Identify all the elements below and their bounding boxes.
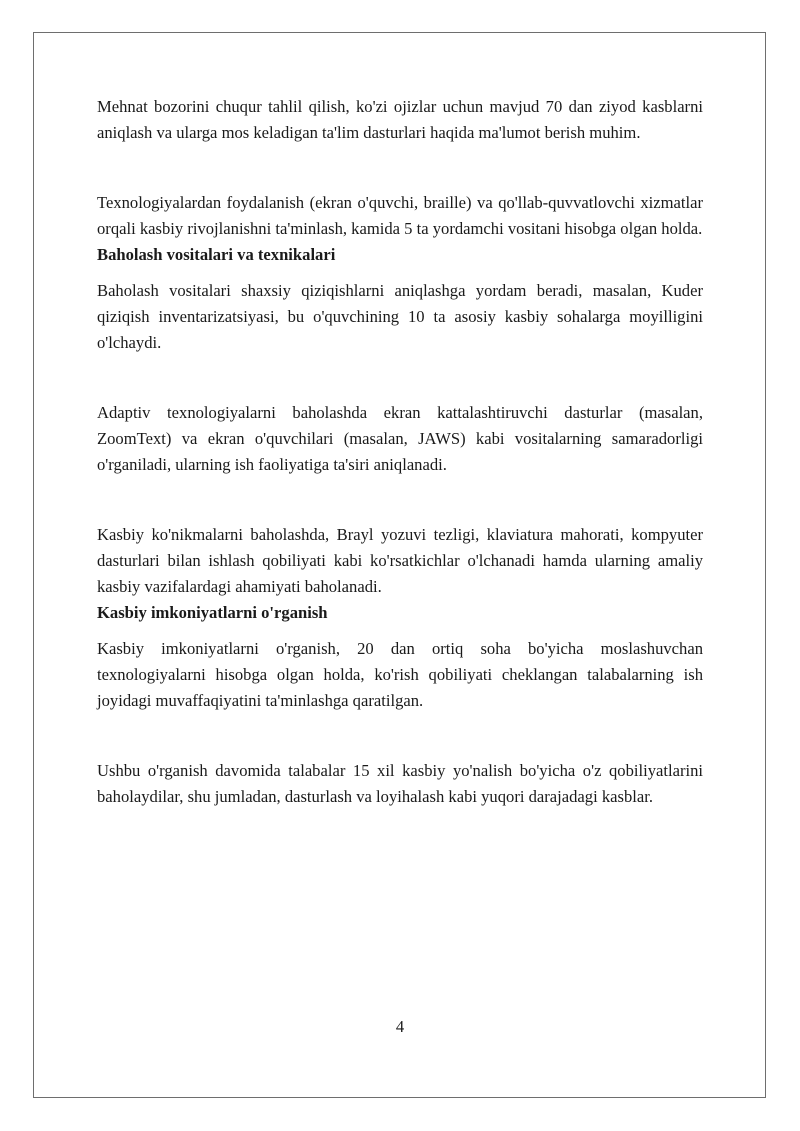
- page-number: 4: [395, 1017, 405, 1036]
- document-body: [97, 94, 703, 810]
- section-heading-assessment: Baholash vositalari va texnikalari: [97, 245, 336, 264]
- paragraph-adaptive-tech: Adaptiv texnologiyalarni baholashda ekran kattalashtiruvchi dasturlar (masalan, ZoomText) va ekran o'quvchilari (masalan, JAWS) kabi vositalarning samaradorligi o'rganiladi, ularning ish faoliyatiga ta'siri aniqlanadi.: [97, 403, 703, 474]
- paragraph-assessment-tools: Baholash vositalari shaxsiy qiziqishlarni aniqlashga yordam beradi, masalan, Kuder qiziqish inventarizatsiyasi, bu o'quvchining 10 ta asosiy kasbiy sohalarga moyilligini o'lchaydi.: [97, 281, 703, 352]
- paragraph-career-directions: Ushbu o'rganish davomida talabalar 15 xil kasbiy yo'nalish bo'yicha o'z qobiliyatlarini baholaydilar, shu jumladan, dasturlash va loyihalash kabi yuqori darajadagi kasblar.: [97, 761, 703, 806]
- section-heading-career-opportunities: Kasbiy imkoniyatlarni o'rganish: [97, 603, 328, 622]
- paragraph-skills-assessment: Kasbiy ko'nikmalarni baholashda, Brayl yozuvi tezligi, klaviatura mahorati, kompyuter dasturlari bilan ishlash qobiliyati kabi ko'rsatkichlar o'lchanadi hamda ularning amaliy kasbiy vazifalardagi ahamiyati baholanadi.: [97, 525, 703, 596]
- paragraph-career-study: Kasbiy imkoniyatlarni o'rganish, 20 dan ortiq soha bo'yicha moslashuvchan texnologiyalarni hisobga olgan holda, ko'rish qobiliyati cheklangan talabalarning ish joyidagi muvaffaqiyatini ta'minlashga qaratilgan.: [97, 639, 703, 710]
- paragraph-labor-market: Mehnat bozorini chuqur tahlil qilish, ko'zi ojizlar uchun mavjud 70 dan ziyod kasblarni aniqlash va ularga mos keladigan ta'lim dasturlari haqida ma'lumot berish muhim.: [97, 97, 703, 142]
- paragraph-technologies: Texnologiyalardan foydalanish (ekran o'quvchi, braille) va qo'llab-quvvatlovchi xizmatlar orqali kasbiy rivojlanishni ta'minlash, kamida 5 ta yordamchi vositani hisobga olgan holda.: [97, 193, 703, 238]
